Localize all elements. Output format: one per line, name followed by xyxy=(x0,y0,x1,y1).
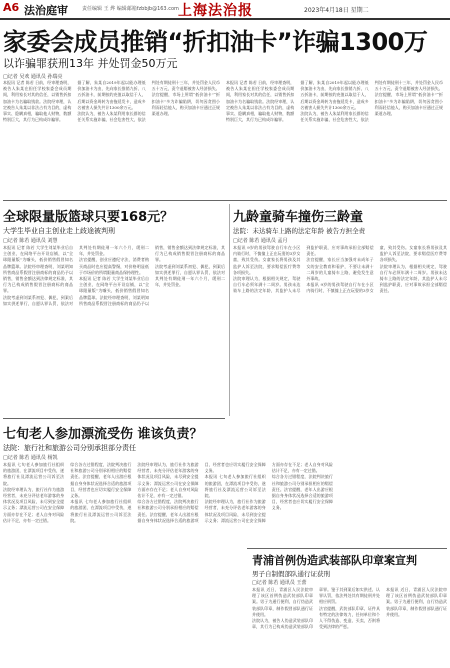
paragraph: 本报讯 七旬老人参加旅行社组织的旅游团，在漂流项目中受伤，遂将旅行社及漂流运营公司诉至法院。 xyxy=(70,499,132,523)
headline-main: 家委会成员推销“折扣油卡”诈骗1300万 xyxy=(3,28,428,56)
headline-forged-seal-subtitle: 男子自制假部队通行证获刑 xyxy=(252,570,330,578)
paragraph: 综合各方过错程度，法院判决旅行社和旅游公司分别承担相应的赔偿责任。法官提醒，老年人出游应根据自身身体状况选择合适的旅游项目，经营者也应切实履行安全保障义务。 xyxy=(137,462,266,523)
paragraph: 法官提醒，武装部队印章、证件具有特定的法律效力，任何单位和个人不得伪造、变造、买卖，否则将受到法律的严惩。 xyxy=(319,605,380,630)
paragraph: 法院审理认为，根据相关规定，驾驶自行车必须年满十二周岁。男孩未达骑车上路的法定年龄，其监护人未尽到监护职责，应对事故承担全部赔偿责任。 xyxy=(379,263,447,294)
byline: □记者 陈若 通讯员 杨凯 xyxy=(3,455,58,461)
paragraph: 本报讯 七旬老人参加旅行社组织的旅游团，在漂流项目中受伤，遂将旅行社及漂流运营公司诉至法院。 xyxy=(3,462,65,486)
paragraph: 法院经审理认为，旅行社作为旅游经营者，未充分评估老年游客的身体状况及项目风险，未尽到安全提示义务；漂流运营公司在安全保障方面亦存在不足；老人自身对风险估计不足，亦有一定过错。 xyxy=(204,462,333,523)
paragraph: 本报讯 七旬老人参加旅行社组织的旅游团，在漂流项目中受伤，遂将旅行社及漂流运营公司诉至法院。 xyxy=(204,474,266,499)
paragraph: 综合各方过错程度，法院判决旅行社和旅游公司分别承担相应的赔偿责任。法官提醒，老年人出游应根据自身身体状况选择合适的旅游项目，经营者也应切实履行安全保障义务。 xyxy=(70,462,132,499)
paragraph: 本报讯 记者 陈若 大学生刘某毕业后自主创业，在网络平台开设店铺，以“全球限量版”为噱头，低价销售假冒知名品牌篮球。法院经审理查明，刘某明知所售商品系假冒注册商标的商品仍予以销售，销售金额达到法律规定标准，其行为已构成销售假冒注册商标的商品罪。 xyxy=(3,245,73,294)
headline-elderly-rafting: 七旬老人参加漂流受伤 谁该负责？ xyxy=(3,427,203,442)
paragraph: 本报讯 记者 陈若 日前，经审理查明，被告人朱某在担任学校家委会成员期间，利用家长对其的信任，以销售折扣加油卡为名骗取钱款。法院经审理，认定被告人朱某以非法占有为目的，虚构事实、隐瞒真相，骗取他人财物，数额特别巨大，其行为已构成诈骗罪。 xyxy=(225,80,295,123)
column-divider xyxy=(229,204,230,416)
headline-main-subtitle: 以诈骗罪获刑13年 并处罚金50万元 xyxy=(3,57,178,70)
article-body-story2 xyxy=(3,245,225,417)
paragraph: 法官提醒，家长应当加强对未成年子女的安全教育和看护，不要让未满十二周岁的儿童骑车上路，避免发生意外事故。 xyxy=(306,257,374,282)
paragraph: 综合各方过错程度，法院判决旅行社和旅游公司分别承担相应的赔偿责任。法官提醒，老年人出游应根据自身身体状况选择合适的旅游项目，经营者也应切实履行安全保障义务。 xyxy=(271,474,333,511)
paragraph: 法院考虑到刘某系初犯、偶犯，到案后如实供述罪行，自愿认罪认罚，依法对其判处有期徒刑一年六个月，缓刑二年，并处罚金。 xyxy=(3,245,149,306)
page-number: A6 xyxy=(3,1,20,14)
paragraph: 本报讯 记者 陈若 日前，经审理查明，被告人朱某在担任学校家委会成员期间，利用家长对其的信任，以销售折扣加油卡为名骗取钱款。法院经审理，认定被告人朱某以非法占有为目的，虚构事实、隐瞒真相，骗取他人财物，数额特别巨大，其行为已构成诈骗罪。 xyxy=(3,80,72,123)
byline: □记者 陈若 通讯员 刘慧 xyxy=(3,238,58,244)
paragraph: 据了解，朱某自2019年起以能办理低价加油卡为由，先向家长推销九折、八五折油卡，前期按约充值以取信于人，后期以资金周转为由拖延发卡，造成多名被害人损失共计1300余万元。 xyxy=(77,80,146,110)
section-title: 法治庭审 xyxy=(24,4,68,17)
byline: □记者 陈若 通讯员 孟月 xyxy=(233,238,288,244)
issue-date: 2023年4月18日 星期二 xyxy=(304,7,369,14)
paragraph: 法院经审理认为，旅行社作为旅游经营者，未充分评估老年游客的身体状况及项目风险，未尽到安全提示义务；漂流运营公司在安全保障方面亦存在不足；老人自身对风险估计不足，亦有一定过错。 xyxy=(3,486,65,523)
article-body-story5 xyxy=(252,587,447,666)
headline-basketball-subtitle: 大学生毕业自主创业走上歧途被判刑 xyxy=(3,227,115,235)
paragraph: 法官提醒，市场上所谓“低价油卡”“折扣油卡”多为诈骗陷阱，切勿因贪图小利而轻信他人，购买加油卡应通过正规渠道办理。 xyxy=(374,92,443,117)
newspaper-logo: 上海法治报 xyxy=(178,3,253,19)
paragraph: 法院考虑到刘某系初犯、偶犯，到案后如实供述罪行，自愿认罪认罚，依法对其判处有期徒刑一年六个月，缓刑二年，并处罚金。 xyxy=(155,263,225,288)
paragraph: 法官提醒，市场上所谓“低价油卡”“折扣油卡”多为诈骗陷阱，切勿因贪图小利而轻信他人，购买加油卡应通过正规渠道办理。 xyxy=(151,92,220,117)
divider xyxy=(3,200,447,201)
byline: □记者 吴欢 通讯员 孙瑞亮 xyxy=(3,74,63,80)
editor-info: 责任编辑 王 烨 编辑邮箱fzbbjb@163.com xyxy=(82,6,179,12)
paragraph: 据了解，朱某自2019年起以能办理低价加油卡为由，先向家长推销九折、八五折油卡，前期按约充值以取信于人，后期以资金周转为由拖延发卡，造成多名被害人损失共计1300余万元。 xyxy=(300,80,369,110)
paragraph: 法院经审理认为，旅行社作为旅游经营者，未充分评估老年游客的身体状况及项目风险，未尽到安全提示义务；漂流运营公司在安全保障方面亦存在不足；老人自身对风险估计不足，亦有一定过错。 xyxy=(137,462,199,499)
article-body-story1 xyxy=(3,80,443,198)
paragraph: 本报讯 记者 陈若 大学生刘某毕业后自主创业，在网络平台开设店铺，以“全球限量版”为噱头，低价销售假冒知名品牌篮球。法院经审理查明，刘某明知所售商品系假冒注册商标的商品仍予以销售，销售金额达到法律规定标准，其行为已构成销售假冒注册商标的商品罪。 xyxy=(79,245,225,306)
headline-child-cycling: 九龄童骑车撞伤三龄童 xyxy=(233,210,364,225)
headline-forged-seal: 青浦首例伪造武装部队印章案宣判 xyxy=(252,554,417,567)
paragraph: 本报讯 近日，青浦区人民法院审理了该区首例伪造武装部队印章案。男子为通行便利，自行伪造武装部队印章，制作假冒部队通行证并使用。 xyxy=(386,587,447,617)
paragraph: 法院认为，被告人伪造武装部队印章，其行为已构成伪造武装部队印章罪。鉴于其到案后如实供述、认罪认罚，依法判处其有期徒刑并处相应刑罚。 xyxy=(252,587,380,630)
headline-elderly-rafting-subtitle: 法院：旅行社和旅游公司分别承担部分责任 xyxy=(3,444,136,452)
byline: □记者 陈若 通讯员 王蕾 xyxy=(252,580,307,586)
paragraph: 法官提醒，创业应遵纪守法，消费者购买商品时也应提高警惕，对价格明显低于市场价的所谓限量商品保持理性。 xyxy=(79,257,149,275)
paragraph: 法院认为，被告人朱某利用家长群的信任关系实施诈骗，社会危害性大，依法判处有期徒刑十三年，并处罚金人民币五十万元，责令退赔被害人经济损失。 xyxy=(300,80,443,123)
article-body-story3 xyxy=(233,245,447,413)
headline-child-cycling-subtitle: 法院：未达骑车上路的法定年龄 被告方担全责 xyxy=(233,227,366,235)
paragraph: 本报讯 近日，青浦区人民法院审理了该区首例伪造武装部队印章案。男子为通行便利，自行伪造武装部队印章，制作假冒部队通行证并使用。 xyxy=(252,587,313,617)
paragraph: 法院审理认为，根据相关规定，驾驶自行车必须年满十二周岁。男孩未达骑车上路的法定年龄，其监护人未尽到监护职责，应对事故承担全部赔偿责任。 xyxy=(233,245,374,294)
divider xyxy=(247,548,447,549)
paragraph: 本报讯 9岁的男孩驾驶自行车在小区内骑行时，不慎撞上正在玩耍的3岁女童，致其受伤。女童家长将男孩及其监护人诉至法院，要求赔偿医疗费等各项损失。 xyxy=(233,245,301,275)
paragraph: 本报讯 9岁的男孩驾驶自行车在小区内骑行时，不慎撞上正在玩耍的3岁女童，致其受伤。女童家长将男孩及其监护人诉至法院，要求赔偿医疗费等各项损失。 xyxy=(306,245,447,294)
paragraph: 法院认为，被告人朱某利用家长群的信任关系实施诈骗，社会危害性大，依法判处有期徒刑十三年，并处罚金人民币五十万元，责令退赔被害人经济损失。 xyxy=(77,80,220,123)
divider xyxy=(3,418,225,419)
headline-basketball: 全球限量版篮球只要168元？ xyxy=(3,210,174,225)
